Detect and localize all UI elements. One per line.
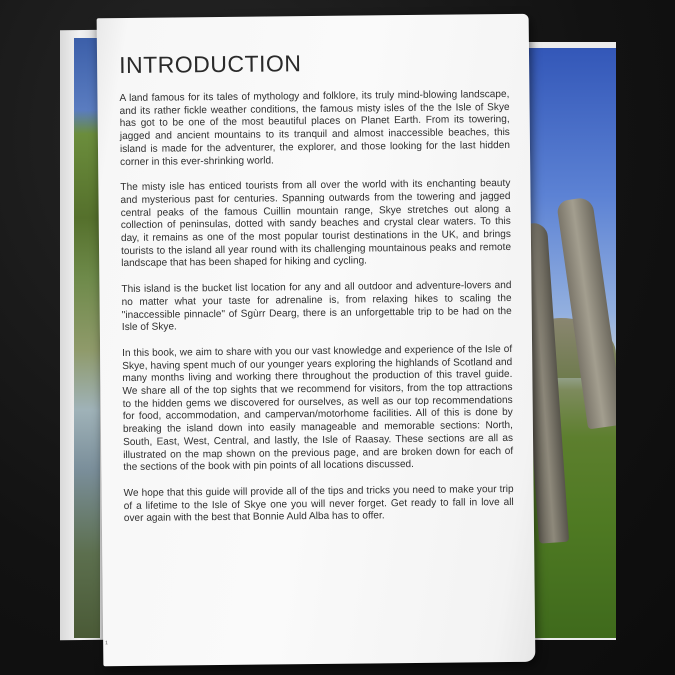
left-page-photo-edge (74, 38, 100, 638)
book-page (97, 14, 536, 666)
page-content (119, 48, 514, 539)
page-title: INTRODUCTION (118, 50, 302, 79)
paragraph: This island is the bucket list location for any and all outdoor and adventure-lovers and no matter what your taste for adrenaline is, from relaxing hikes to scaling the "inaccessible pinnacle" of Sgùrr Dearg, there is an unforgettable trip to be had on the Isle of Skye. (121, 280, 512, 334)
right-page-photo (524, 48, 616, 638)
paragraph: The misty isle has enticed tourists from all over the world with its enchanting beauty and mysterious past for centuries. Spanning outwards from the towering and jagged central peaks of the famous Cuillin mountain range, Skye stretches out along a collection of peninsulas, dotted with sandy beaches and crystal clear waters. To this day, it remains as one of the most popular tourist destinations in the UK, and brings tourists to the island all year round with its challenging mountainous peaks and remote landscape that has been shaped for hiking and cycling. (120, 178, 512, 270)
paragraph: In this book, we aim to share with you our vast knowledge and experience of the Isle of Skye, having spent much of our younger years exploring the highlands of Scotland and many months living and working there throughout the production of this travel guide. We share all of the top sights that we recommend for visitors, from the top attractions to the hidden gems we discovered for ourselves, as well as our top recommendations for food, accommodation, and campervan/motorhome facilities. All of this is done by breaking the island down into easily manageable and memorable sections: North, South, East, West, Central, and lastly, the Isle of Raasay. These sections are all as illustrated on the map shown on the previous page, and are broken down for each of the sections of the book with pin points of all locations discussed. (122, 343, 514, 474)
standing-stone (556, 197, 616, 430)
page-number: 1 (105, 640, 108, 647)
paragraph: We hope that this guide will provide all of the tips and tricks you need to make your trip of a lifetime to the Isle of Skye one you will never forget. Get ready to fall in love all over again with the best that Bonnie Auld Alba has to offer. (123, 483, 514, 525)
paragraph: A land famous for its tales of mythology and folklore, its truly mind-blowing landscape, and its rather fickle weather conditions, the famous misty isles of the the Isle of Skye has got to be one of the most beautiful places on Planet Earth. From its towering, jagged and ancient mountains to its tranquil and almost inaccessible beaches, this island is made for the adventurer, the explorer, and those looking for the last hidden corner in this ever-shrinking world. (119, 88, 511, 168)
